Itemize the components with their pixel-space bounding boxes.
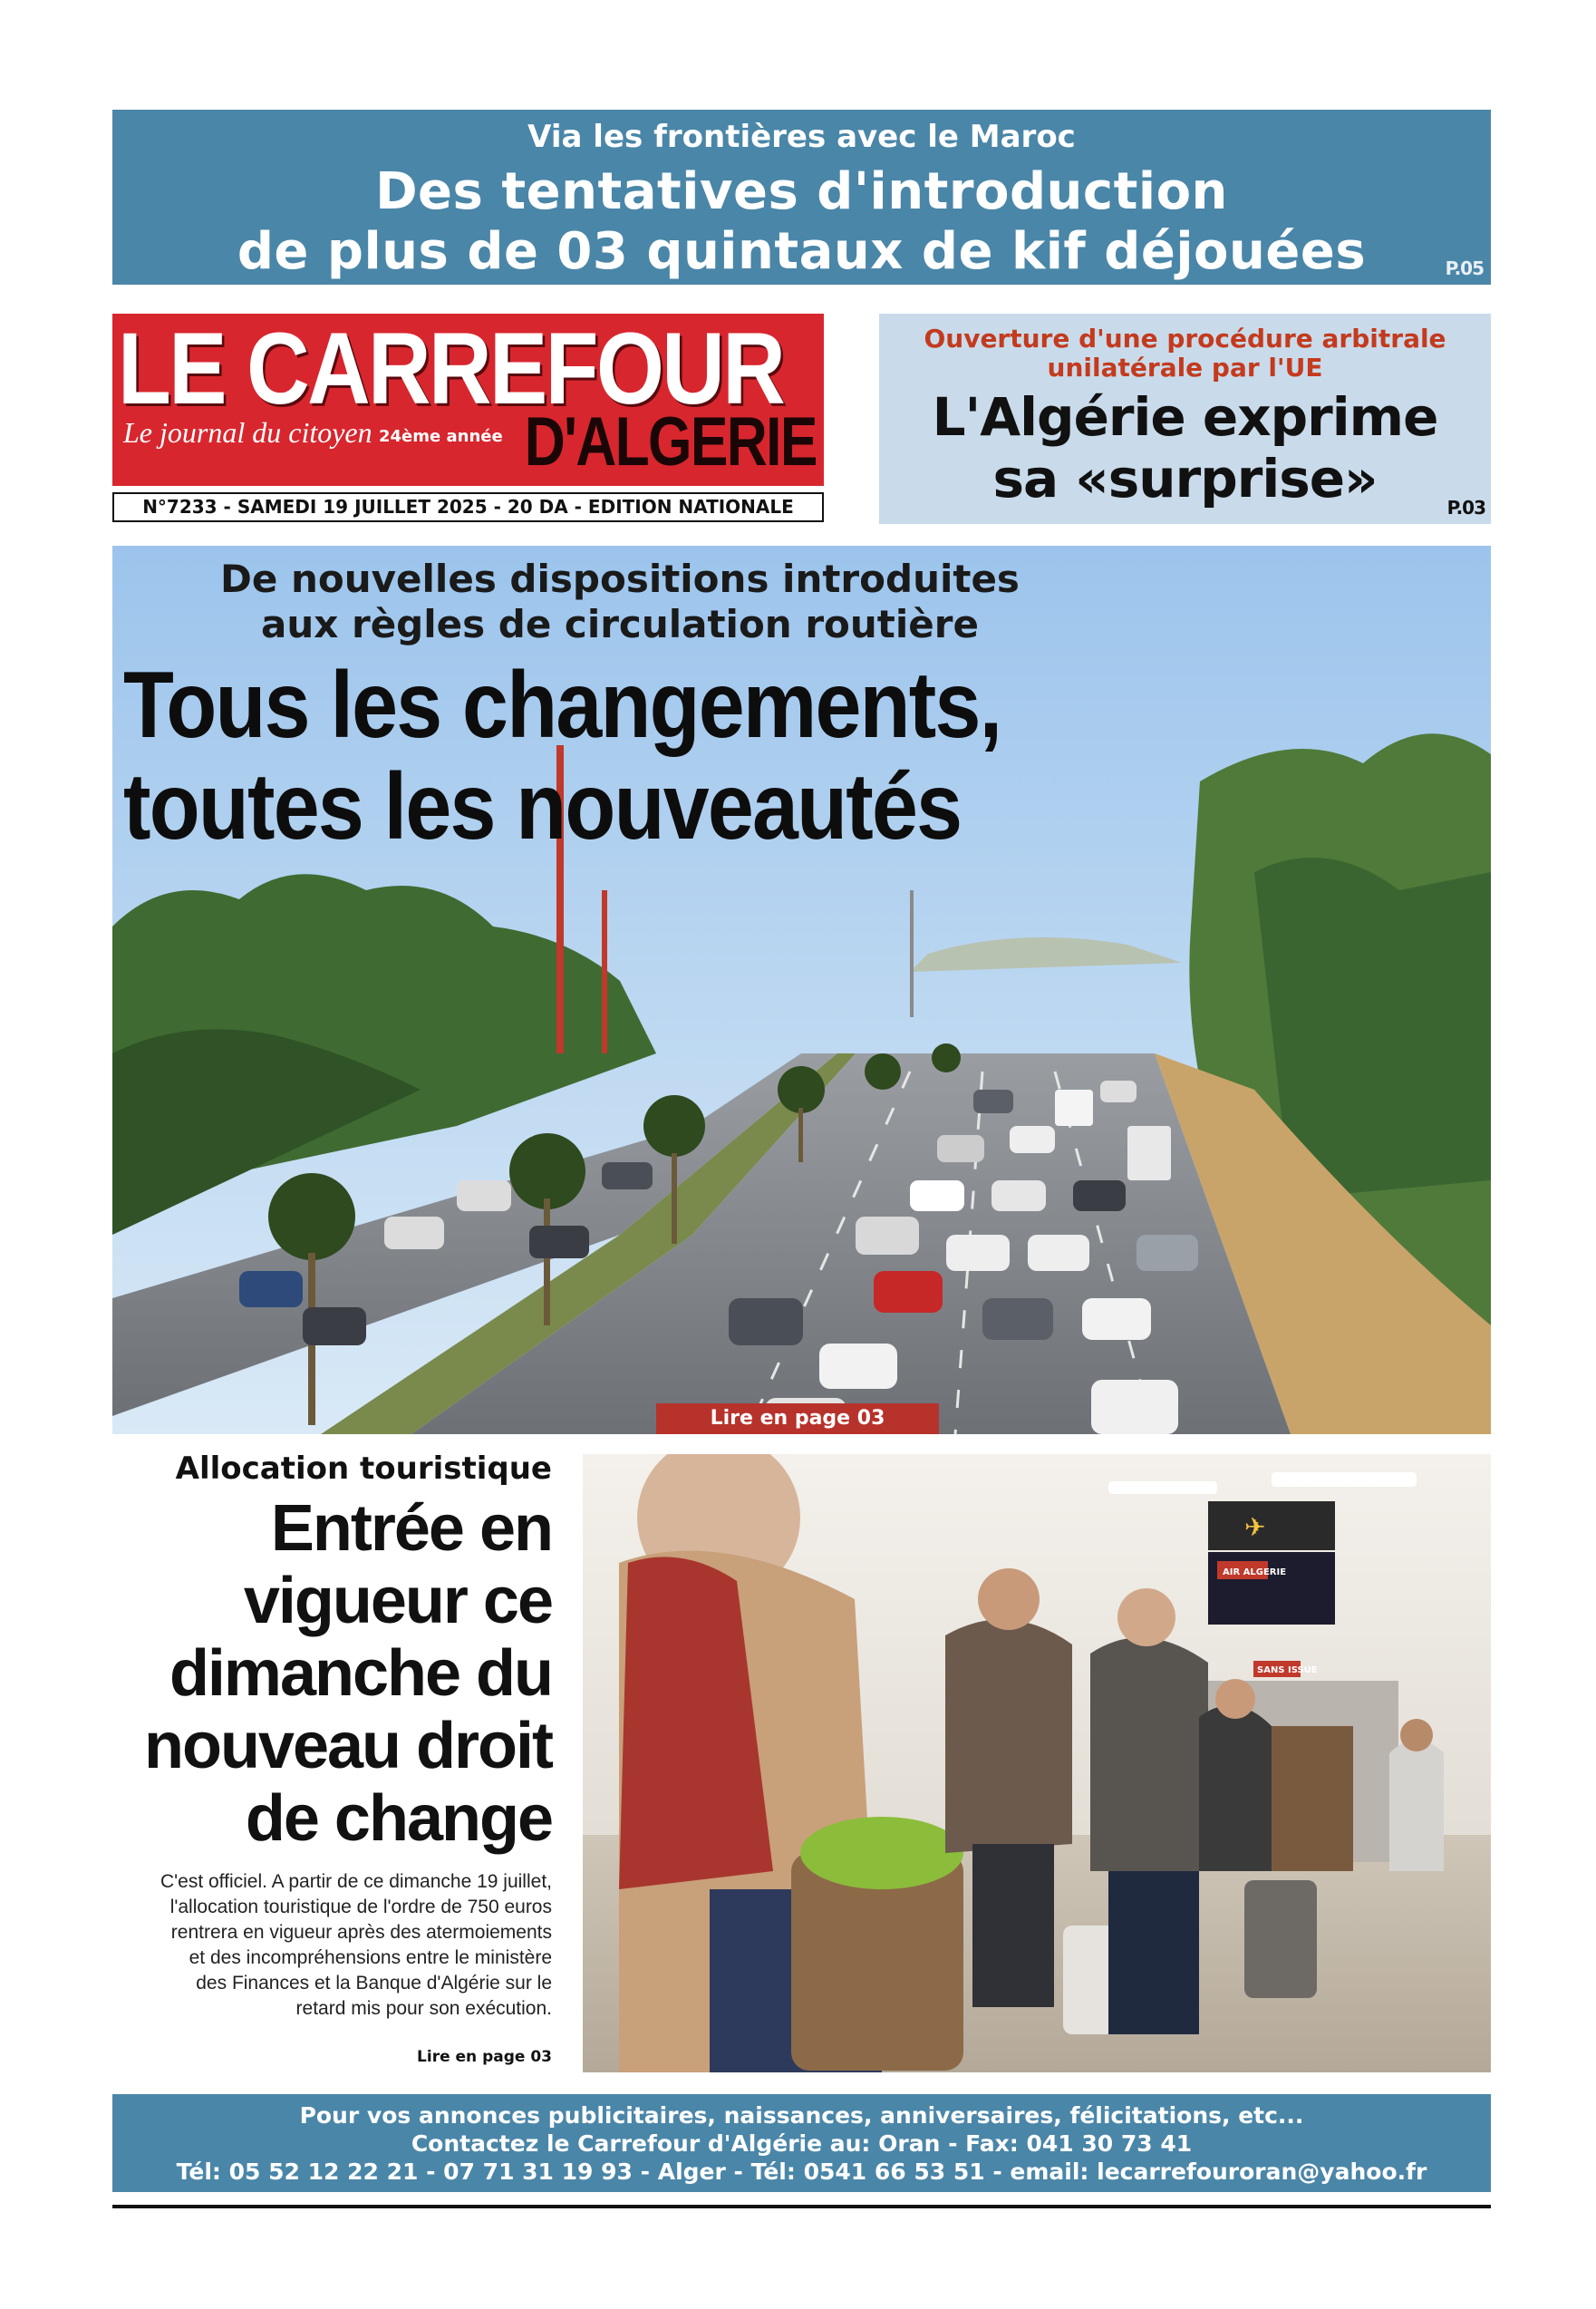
footer-ad-line: Tél: 05 52 12 22 21 - 07 71 31 19 93 - Alger - Tél: 0541 66 53 51 - email: lecarrefouroran@yahoo.fr: [176, 2159, 1427, 2185]
body-line: l'allocation touristique de l'ordre de 750 euros: [169, 1897, 552, 1917]
side-story-kicker-line: Ouverture d'une procédure arbitrale: [924, 324, 1446, 354]
exit-sign-text: SANS ISSUE: [1257, 1665, 1318, 1675]
tourism-story-body: [108, 1869, 552, 2022]
tourism-story-headline-line: vigueur ce: [243, 1565, 552, 1637]
side-story-kicker-line: unilatérale par l'UE: [1047, 353, 1323, 383]
side-story-page-ref: P.03: [1446, 497, 1485, 519]
main-story-read-more-link[interactable]: Lire en page 03: [656, 1403, 939, 1434]
side-story-box[interactable]: [879, 314, 1491, 524]
svg-text:✈: ✈: [1244, 1512, 1266, 1542]
main-story-kicker-line: aux règles de circulation routière: [261, 602, 979, 646]
footer-divider: [112, 2205, 1491, 2208]
side-story-headline: [879, 386, 1491, 509]
airport-photo-illustration: [583, 1454, 1491, 2072]
masthead-logo[interactable]: [112, 314, 824, 486]
issue-info-bar: N°7233 - SAMEDI 19 JUILLET 2025 - 20 DA - EDITION NATIONALE: [112, 492, 824, 522]
footer-advertising-banner[interactable]: [112, 2094, 1491, 2192]
top-banner-page-ref: P.05: [1445, 257, 1484, 279]
body-line: et des incompréhensions entre le ministère: [189, 1947, 552, 1968]
airline-sign-text: AIR ALGERIE: [1223, 1567, 1287, 1577]
top-banner-kicker: Via les frontières avec le Maroc: [527, 119, 1076, 155]
main-story[interactable]: [112, 546, 1491, 1434]
tourism-story[interactable]: [112, 1450, 552, 2085]
body-line: C'est officiel. A partir de ce dimanche 19 juillet,: [160, 1871, 552, 1892]
airport-photo: [583, 1454, 1491, 2072]
body-line: retard mis pour son exécution.: [295, 1998, 552, 2019]
masthead-subtitle: D'ALGERIE: [524, 403, 817, 480]
masthead-slogan: Le journal du citoyen: [123, 416, 372, 449]
tourism-story-headline: [44, 1492, 552, 1855]
body-line: des Finances et la Banque d'Algérie sur le: [196, 1973, 552, 1994]
tourism-story-headline-line: dimanche du: [169, 1637, 552, 1710]
masthead-title: LE CARREFOUR: [118, 312, 784, 425]
top-banner-headline-line: de plus de 03 quintaux de kif déjouées: [237, 222, 1367, 281]
masthead-year: 24ème année: [379, 427, 503, 446]
tourism-story-read-more-link[interactable]: Lire en page 03: [417, 2048, 552, 2066]
footer-ad-line: Contactez le Carrefour d'Algérie au: Oran - Fax: 041 30 73 41: [411, 2130, 1193, 2157]
side-story-kicker: [879, 325, 1491, 383]
main-story-kicker-line: De nouvelles dispositions introduites: [220, 557, 1020, 601]
side-story-headline-line: sa «surprise»: [992, 448, 1378, 509]
main-story-kicker: [112, 557, 1127, 647]
main-story-headline-line: Tous les changements,: [123, 653, 1001, 758]
tourism-story-headline-line: Entrée en: [270, 1492, 552, 1565]
body-line: rentrera en vigueur après des atermoiements: [170, 1922, 552, 1943]
top-banner-headline-line: Des tentatives d'introduction: [375, 162, 1228, 221]
tourism-story-kicker: Allocation touristique: [175, 1450, 552, 1487]
main-story-headline-line: toutes les nouveautés: [123, 754, 962, 859]
main-story-headline: [123, 655, 1001, 858]
footer-ad-line: Pour vos annonces publicitaires, naissances, anniversaires, félicitations, etc...: [299, 2102, 1304, 2129]
top-banner-headline[interactable]: [112, 162, 1491, 282]
top-banner: [112, 110, 1491, 285]
tourism-story-headline-line: de change: [245, 1782, 552, 1855]
tourism-story-headline-line: nouveau droit: [143, 1710, 552, 1782]
side-story-headline-line: L'Algérie exprime: [932, 386, 1438, 448]
